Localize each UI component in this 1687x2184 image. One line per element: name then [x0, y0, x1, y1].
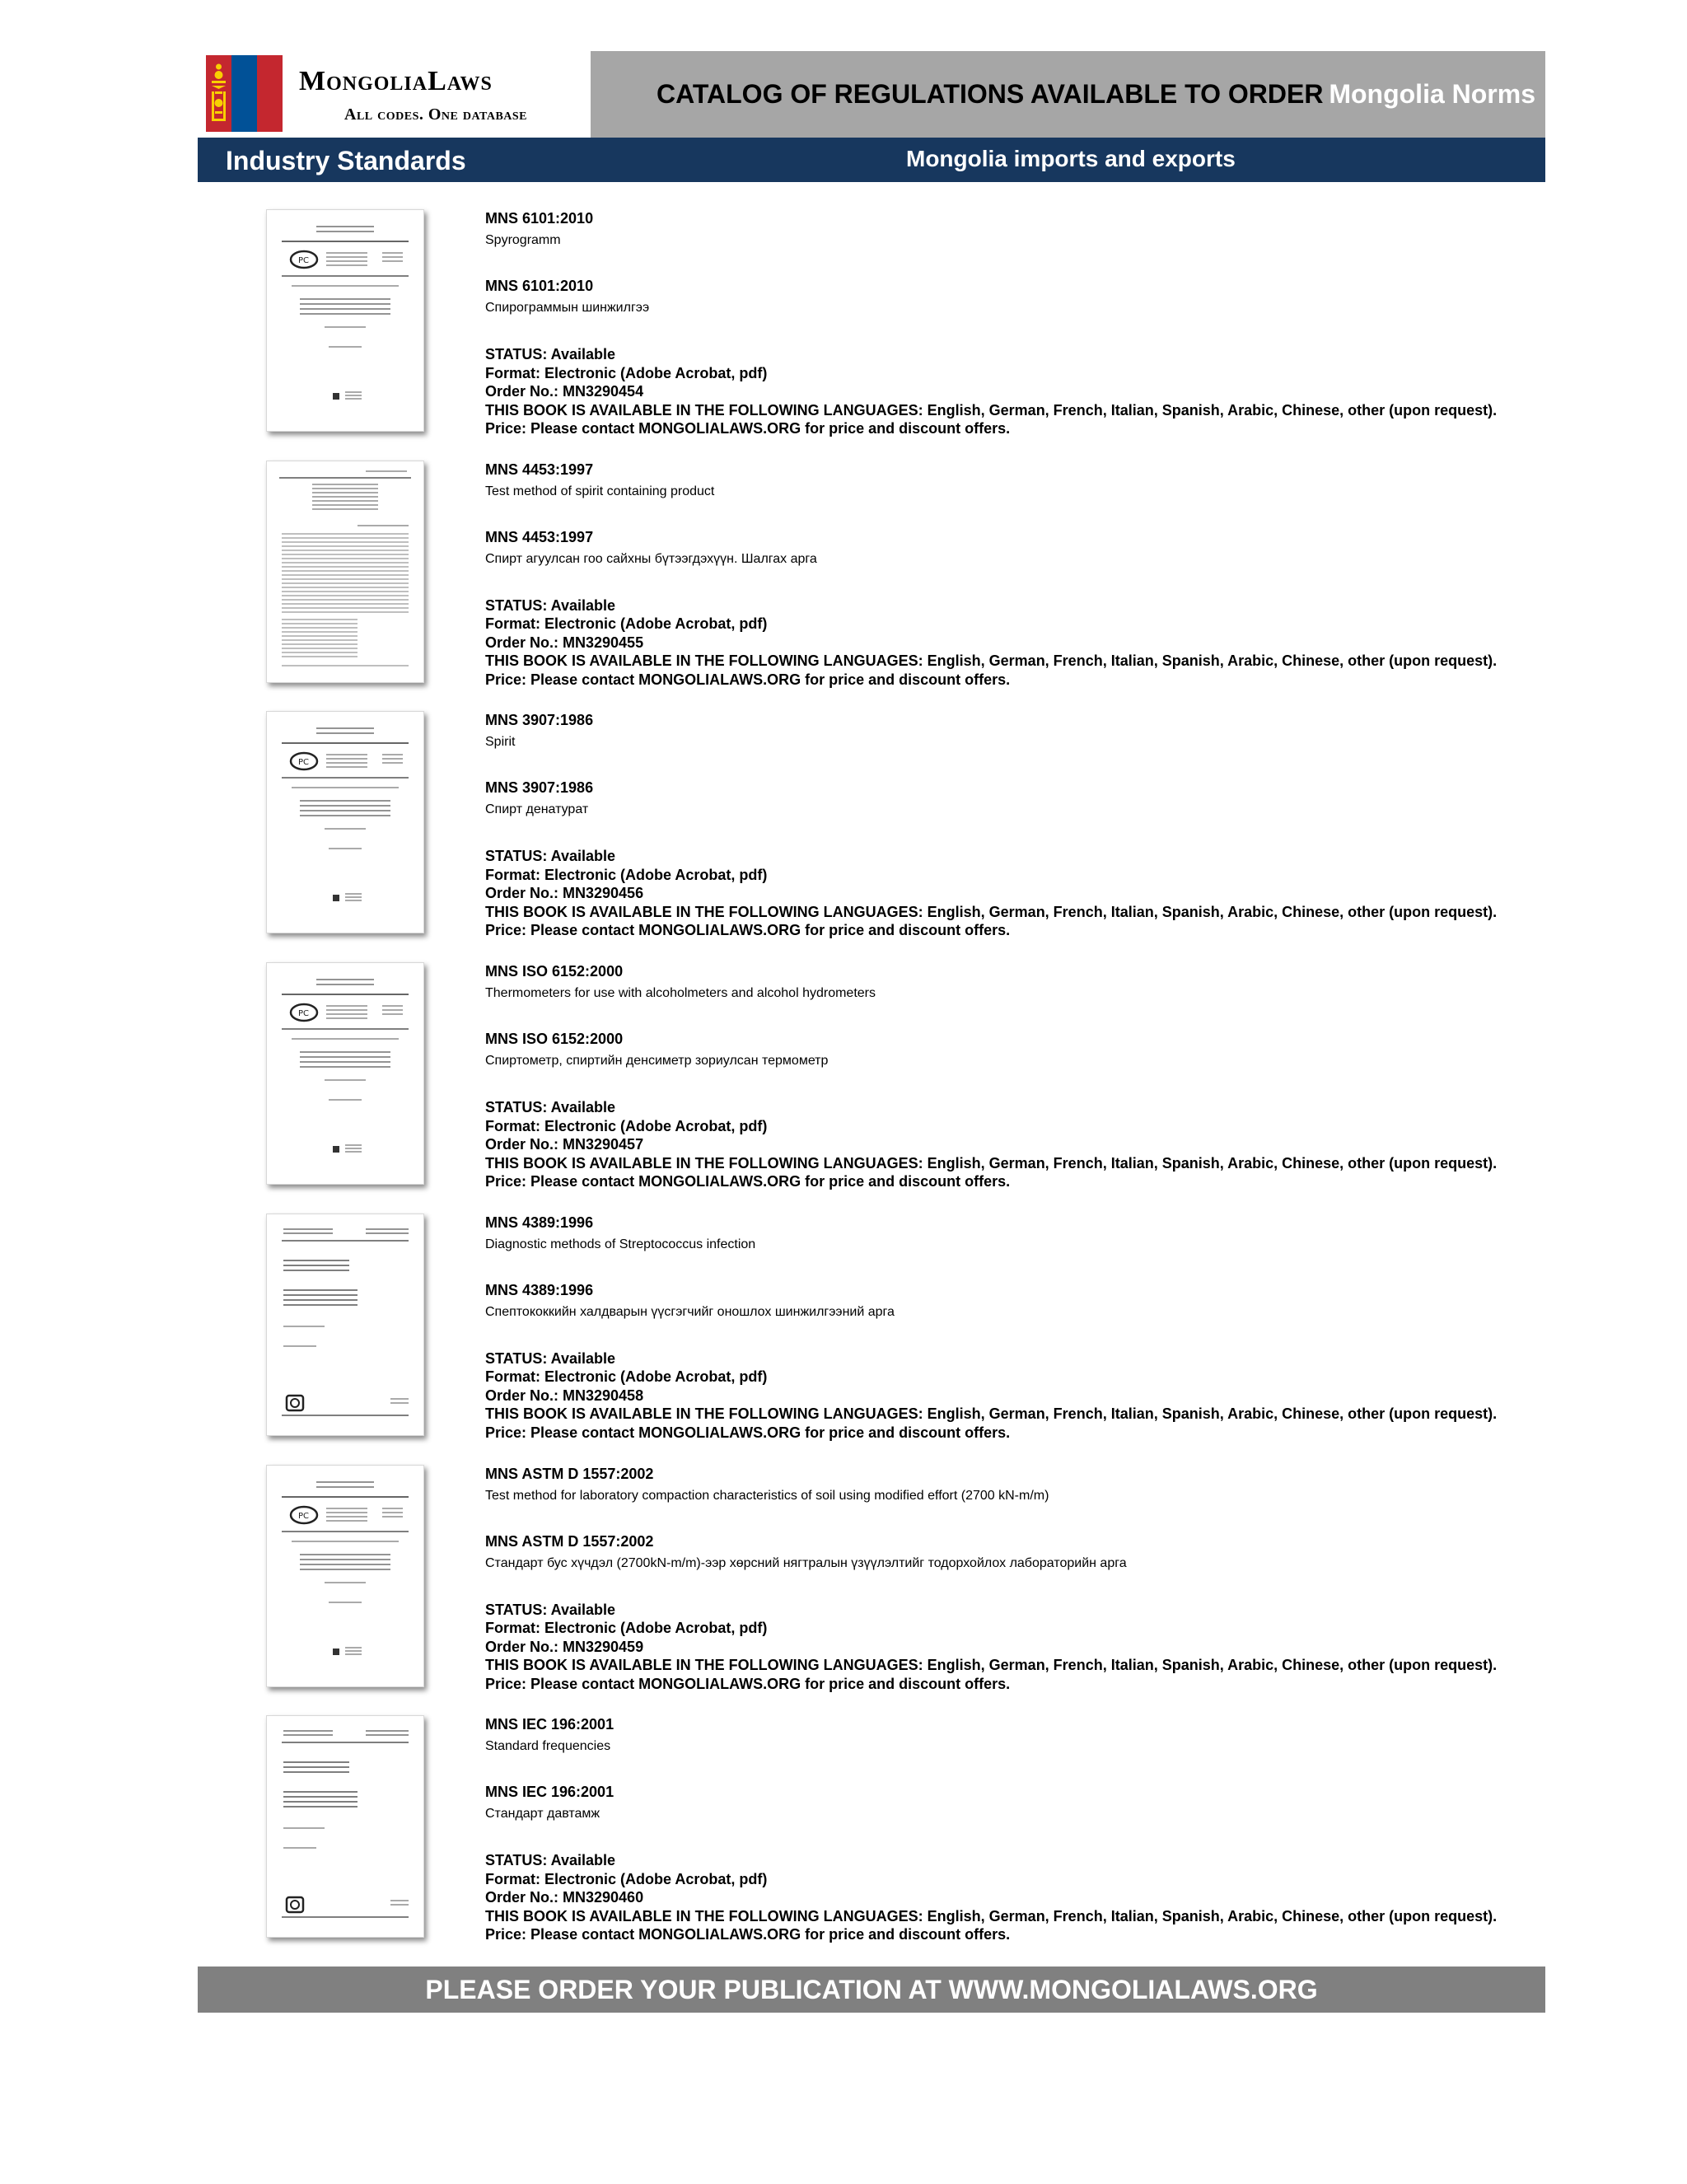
mongolia-flag-icon	[206, 55, 283, 132]
document-cover-icon	[267, 963, 423, 1184]
order-number: Order No.: MN3290457	[485, 1136, 644, 1153]
standard-title-en: Thermometers for use with alcoholmeters and alcohol hydrometers	[485, 986, 876, 1001]
format-line: Format: Electronic (Adobe Acrobat, pdf)	[485, 1620, 768, 1636]
standard-code-mn: MNS 4389:1996	[485, 1281, 594, 1298]
standard-title-en: Standard frequencies	[485, 1739, 611, 1754]
catalog-title: CATALOG OF REGULATIONS AVAILABLE TO ORDER	[657, 79, 1324, 109]
svg-text:PC: PC	[298, 1009, 310, 1019]
standard-code-mn: MNS 6101:2010	[485, 278, 594, 294]
entry-info	[485, 209, 1540, 438]
languages-line: THIS BOOK IS AVAILABLE IN THE FOLLOWING LANGUAGES: English, German, French, Italian, Spanish, Arabic, Chinese, other (upon request).	[485, 903, 1498, 920]
document-cover-thumbnail[interactable]	[266, 711, 424, 933]
mongolia-norms-label: Mongolia Norms	[1329, 79, 1535, 109]
status-line: STATUS: Available	[485, 848, 616, 865]
entry-info	[485, 711, 1540, 940]
languages-line: THIS BOOK IS AVAILABLE IN THE FOLLOWING LANGUAGES: English, German, French, Italian, Spanish, Arabic, Chinese, other (upon request).	[485, 1154, 1498, 1172]
brand-tagline: All codes. One database	[344, 105, 528, 124]
entry-info	[485, 962, 1540, 1191]
entry-info	[485, 1715, 1540, 1944]
standard-code: MNS ISO 6152:2000	[485, 963, 624, 980]
catalog-entry	[198, 711, 1545, 950]
svg-text:PC: PC	[298, 256, 310, 265]
header-band	[591, 51, 1545, 138]
document-cover-icon	[267, 1214, 423, 1435]
order-number: Order No.: MN3290456	[485, 885, 644, 902]
standard-title-mn: Спиртометр, спиртийн денсиметр зориулсан термометр	[485, 1054, 829, 1069]
entry-info	[485, 461, 1540, 690]
languages-line: THIS BOOK IS AVAILABLE IN THE FOLLOWING LANGUAGES: English, German, French, Italian, Spanish, Arabic, Chinese, other (upon request).	[485, 1657, 1498, 1673]
price-line: Price: Please contact MONGOLIALAWS.ORG for price and discount offers.	[485, 922, 1011, 939]
catalog-entry	[198, 461, 1545, 699]
entry-info	[485, 1465, 1540, 1694]
standard-code-mn: MNS IEC 196:2001	[485, 1784, 615, 1801]
standard-code: MNS 6101:2010	[485, 210, 594, 227]
standard-code-mn: MNS 3907:1986	[485, 779, 594, 797]
order-number: Order No.: MN3290459	[485, 1638, 644, 1655]
languages-line: THIS BOOK IS AVAILABLE IN THE FOLLOWING LANGUAGES: English, German, French, Italian, Spanish, Arabic, Chinese, other (upon request).	[485, 652, 1498, 670]
format-line: Format: Electronic (Adobe Acrobat, pdf)	[485, 866, 768, 883]
logo-block	[198, 51, 591, 138]
status-line: STATUS: Available	[485, 1349, 616, 1367]
standard-code: MNS IEC 196:2001	[485, 1716, 615, 1733]
standard-code: MNS 3907:1986	[485, 712, 594, 729]
standard-code: MNS 4453:1997	[485, 461, 594, 478]
standard-title-mn: Стандарт давтамж	[485, 1807, 600, 1822]
catalog-entry	[198, 1465, 1545, 1704]
price-line: Price: Please contact MONGOLIALAWS.ORG for price and discount offers.	[485, 671, 1011, 688]
catalog-entry	[198, 209, 1545, 448]
document-cover-icon	[267, 712, 423, 933]
standard-title-en: Test method for laboratory compaction characteristics of soil using modified effort (2700 kN-m/m)	[485, 1488, 1049, 1503]
standard-title-en: Spirit	[485, 735, 516, 750]
status-line: STATUS: Available	[485, 596, 616, 614]
page-header	[198, 51, 1545, 138]
price-line: Price: Please contact MONGOLIALAWS.ORG for price and discount offers.	[485, 420, 1011, 437]
order-number: Order No.: MN3290458	[485, 1387, 644, 1404]
status-line: STATUS: Available	[485, 1099, 616, 1116]
format-line: Format: Electronic (Adobe Acrobat, pdf)	[485, 364, 768, 381]
languages-line: THIS BOOK IS AVAILABLE IN THE FOLLOWING LANGUAGES: English, German, French, Italian, Spanish, Arabic, Chinese, other (upon request).	[485, 1907, 1498, 1924]
document-cover-thumbnail[interactable]	[266, 461, 424, 683]
section-bar	[198, 138, 1545, 182]
format-line: Format: Electronic (Adobe Acrobat, pdf)	[485, 1870, 768, 1887]
price-line: Price: Please contact MONGOLIALAWS.ORG for price and discount offers.	[485, 1926, 1011, 1943]
standard-code-mn: MNS 4453:1997	[485, 528, 594, 545]
section-title: Industry Standards	[226, 146, 466, 175]
order-footer-banner[interactable]: PLEASE ORDER YOUR PUBLICATION AT WWW.MONGOLIALAWS.ORG	[198, 1967, 1545, 2013]
document-cover-thumbnail[interactable]	[266, 209, 424, 432]
format-line: Format: Electronic (Adobe Acrobat, pdf)	[485, 1368, 768, 1386]
document-cover-icon	[267, 210, 423, 431]
status-line: STATUS: Available	[485, 1601, 616, 1618]
standard-title-en: Test method of spirit containing product	[485, 484, 715, 498]
document-cover-thumbnail[interactable]	[266, 1465, 424, 1687]
price-line: Price: Please contact MONGOLIALAWS.ORG for price and discount offers.	[485, 1424, 1011, 1441]
price-line: Price: Please contact MONGOLIALAWS.ORG for price and discount offers.	[485, 1675, 1011, 1692]
standard-code-mn: MNS ASTM D 1557:2002	[485, 1532, 654, 1550]
standard-title-mn: Стандарт бус хүчдэл (2700kN-m/m)-ээр хөрсний нягтралын үзүүлэлтийг тодорхойлох лабораторийн арга	[485, 1555, 1127, 1570]
brand-name: MongoliaLaws	[299, 66, 493, 96]
entry-info	[485, 1214, 1540, 1443]
standard-title-en: Spyrogramm	[485, 233, 561, 247]
standard-code: MNS ASTM D 1557:2002	[485, 1465, 654, 1482]
order-number: Order No.: MN3290454	[485, 383, 644, 400]
document-cover-thumbnail[interactable]	[266, 962, 424, 1185]
languages-line: THIS BOOK IS AVAILABLE IN THE FOLLOWING LANGUAGES: English, German, French, Italian, Spanish, Arabic, Chinese, other (upon request).	[485, 401, 1498, 419]
standard-code-mn: MNS ISO 6152:2000	[485, 1031, 624, 1048]
standard-title-mn: Спирт агуулсан гоо сайхны бүтээгдэхүүн. Шалгах арга	[485, 551, 817, 566]
standard-title-mn: Спептококкийн халдварын үүсгэгчийг оношлох шинжилгээний арга	[485, 1304, 895, 1319]
status-line: STATUS: Available	[485, 1852, 616, 1869]
svg-text:PC: PC	[298, 1511, 310, 1521]
price-line: Price: Please contact MONGOLIALAWS.ORG for price and discount offers.	[485, 1173, 1011, 1190]
document-cover-icon	[267, 1716, 423, 1937]
standard-code: MNS 4389:1996	[485, 1214, 594, 1231]
catalog-entry	[198, 962, 1545, 1201]
catalog-entry	[198, 1715, 1545, 1954]
order-number: Order No.: MN3290460	[485, 1889, 644, 1906]
document-cover-thumbnail[interactable]	[266, 1715, 424, 1938]
format-line: Format: Electronic (Adobe Acrobat, pdf)	[485, 615, 768, 633]
order-number: Order No.: MN3290455	[485, 634, 644, 651]
document-cover-icon	[267, 1466, 423, 1686]
document-cover-icon	[267, 461, 423, 682]
languages-line: THIS BOOK IS AVAILABLE IN THE FOLLOWING LANGUAGES: English, German, French, Italian, Spanish, Arabic, Chinese, other (upon request).	[485, 1405, 1498, 1423]
standard-title-mn: Спирограммын шинжилгээ	[485, 301, 650, 315]
standard-title-en: Diagnostic methods of Streptococcus infection	[485, 1237, 756, 1251]
svg-text:PC: PC	[298, 758, 310, 768]
section-subtitle: Mongolia imports and exports	[906, 146, 1236, 171]
standard-title-mn: Спирт денатурат	[485, 802, 589, 817]
status-line: STATUS: Available	[485, 346, 616, 362]
format-line: Format: Electronic (Adobe Acrobat, pdf)	[485, 1117, 768, 1134]
document-cover-thumbnail[interactable]	[266, 1214, 424, 1436]
catalog-entry	[198, 1214, 1545, 1452]
